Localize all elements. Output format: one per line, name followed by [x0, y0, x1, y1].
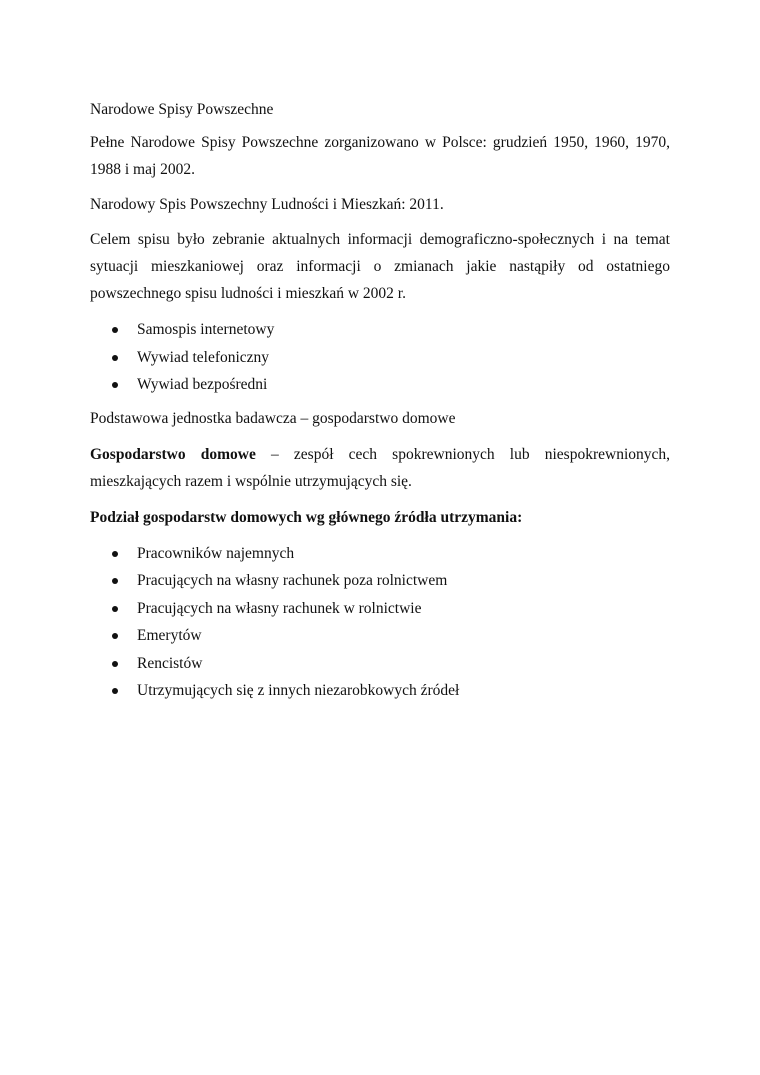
document-title: Narodowe Spisy Powszechne: [90, 101, 274, 118]
bullet-icon: [112, 578, 118, 584]
bullet-icon: [112, 688, 118, 694]
list-item: Pracujących na własny rachunek poza rolnictwem: [90, 567, 670, 595]
paragraph-research-unit: Podstawowa jednostka badawcza – gospodarstwo domowe: [90, 409, 456, 427]
bullet-icon: [112, 633, 118, 639]
list-item: Wywiad bezpośredni: [90, 371, 670, 399]
categories-list: [90, 540, 670, 705]
paragraph-census-goal: Celem spisu było zebranie aktualnych informacji demograficzno-społecznych i na temat sytuacji mieszkaniowej oraz informacji o zmianach jakie nastąpiły od ostatniego powszechnego spisu ludności i mieszkań w 2002 r.: [90, 231, 670, 302]
list-item: Wywiad telefoniczny: [90, 344, 670, 372]
list-item: Emerytów: [90, 622, 670, 650]
bullet-icon: [112, 551, 118, 557]
list-item: Pracujących na własny rachunek w rolnictwie: [90, 595, 670, 623]
list-item: Rencistów: [90, 650, 670, 678]
section-heading: Podział gospodarstw domowych wg głównego źródła utrzymania:: [90, 508, 523, 526]
bullet-icon: [112, 606, 118, 612]
paragraph-census-dates: Pełne Narodowe Spisy Powszechne zorganizowano w Polsce: grudzień 1950, 1960, 1970, 1988 i maj 2002.: [90, 134, 670, 178]
bullet-icon: [112, 661, 118, 667]
list-item: Utrzymujących się z innych niezarobkowych źródeł: [90, 677, 670, 705]
bullet-icon: [112, 382, 118, 388]
definition-text: – zespół cech spokrewnionych lub niespokrewnionych, mieszkających razem i wspólnie utrzymujących się.: [90, 445, 671, 490]
paragraph-census-2011: Narodowy Spis Powszechny Ludności i Mieszkań: 2011.: [90, 196, 444, 213]
bullet-icon: [112, 355, 118, 361]
document-page: [90, 96, 670, 711]
list-item: Samospis internetowy: [90, 316, 670, 344]
methods-list: [90, 316, 670, 399]
paragraph-definition: [90, 441, 670, 495]
definition-term: Gospodarstwo domowe: [90, 445, 256, 463]
list-item: Pracowników najemnych: [90, 540, 670, 568]
bullet-icon: [112, 327, 118, 333]
